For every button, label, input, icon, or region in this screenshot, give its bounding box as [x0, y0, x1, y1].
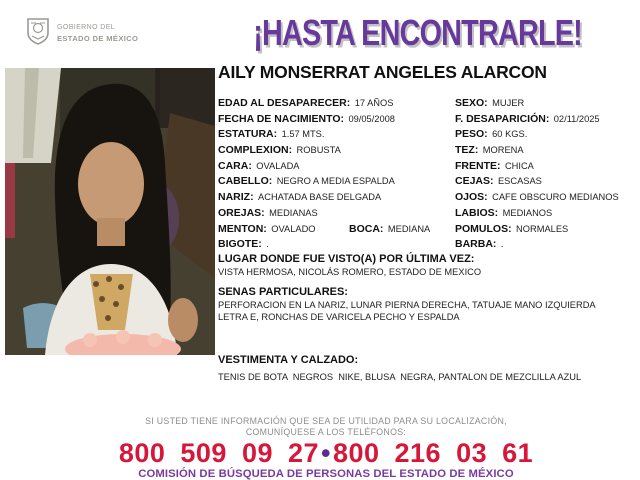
- field-value: .: [266, 239, 269, 250]
- field-value: .: [500, 239, 504, 250]
- field-label: FRENTE:: [455, 159, 501, 172]
- field-row-nacimiento: [218, 109, 455, 125]
- field-label: CABELLO:: [218, 175, 273, 188]
- estado-de-mexico-crest-icon: [26, 18, 50, 45]
- field-value: 17 AÑOS: [354, 98, 394, 108]
- contact-info-line-2: COMUNÍQUESE A LOS TELÉFONOS:: [245, 426, 407, 437]
- field-value: OVALADO: [271, 223, 316, 234]
- field-label: SEXO:: [455, 97, 488, 109]
- field-label: TEZ:: [455, 144, 479, 157]
- field-value: CHICA: [504, 160, 534, 171]
- field-label: F. DESAPARICIÓN:: [455, 112, 550, 125]
- photo-placeholder-illustration: [5, 68, 215, 355]
- section-clothing: [218, 354, 638, 383]
- section-distinguishing-marks: [218, 286, 620, 323]
- field-row-labios: [455, 203, 640, 219]
- phone-number-1: 800 509 09 27: [118, 438, 320, 468]
- clothing-heading: VESTIMENTA Y CALZADO:: [218, 354, 359, 366]
- field-row-menton: [218, 219, 455, 235]
- field-label: EDAD AL DESAPARECER:: [218, 97, 351, 109]
- field-value: CAFE OBSCURO MEDIANOS: [492, 192, 619, 203]
- field-value: MEDIANA: [387, 223, 431, 234]
- contact-footer: [20, 416, 632, 480]
- field-row-sexo: [455, 93, 640, 109]
- phone-separator-bullet: •: [321, 438, 331, 468]
- field-row-peso: [455, 124, 640, 140]
- field-value: ACHATADA BASE DELGADA: [258, 192, 382, 203]
- field-row-bigote: [218, 234, 455, 250]
- field-value: 60 KGS.: [492, 129, 528, 140]
- missing-person-name: AILY MONSERRAT ANGELES ALARCON: [218, 62, 547, 82]
- field-label: BOCA:: [349, 222, 384, 235]
- field-label: ESTATURA:: [218, 128, 278, 141]
- field-label: CEJAS:: [455, 175, 494, 188]
- field-value: 09/05/2008: [348, 113, 395, 124]
- field-value: 02/11/2025: [553, 113, 600, 124]
- field-row-orejas: [218, 203, 455, 219]
- gobierno-logo-text: [57, 20, 138, 43]
- field-row-f-desaparicion: [455, 109, 640, 125]
- field-value: MEDIANAS: [269, 207, 318, 218]
- field-label: COMPLEXION:: [218, 144, 293, 157]
- section-last-seen: [218, 253, 638, 278]
- logo-line-2: ESTADO DE MÉXICO: [57, 34, 139, 43]
- field-row-edad: [218, 93, 455, 109]
- missing-person-photo: [5, 68, 215, 355]
- field-label: OJOS:: [455, 191, 488, 204]
- field-label: MENTON:: [218, 222, 267, 235]
- poster-title: ¡HASTA ENCONTRARLE!: [253, 12, 582, 53]
- field-row-frente: [455, 156, 640, 172]
- field-row-cejas: [455, 171, 640, 187]
- field-label: BARBA:: [455, 238, 497, 251]
- field-value: 1.57 MTS.: [281, 129, 325, 140]
- field-value: ROBUSTA: [296, 145, 341, 156]
- last-seen-text: VISTA HERMOSA, NICOLÁS ROMERO, ESTADO DE MEXICO: [218, 267, 482, 277]
- field-row-barba: [455, 234, 640, 250]
- field-value: MORENA: [482, 145, 524, 156]
- field-row-nariz: [218, 187, 455, 203]
- field-value: MUJER: [492, 98, 525, 108]
- search-commission-name: COMISIÓN DE BÚSQUEDA DE PERSONAS DEL ESTADO DE MÉXICO: [138, 468, 514, 480]
- field-row-cara: [218, 156, 455, 172]
- last-seen-heading: LUGAR DONDE FUE VISTO(A) POR ÚLTIMA VEZ:: [218, 253, 475, 265]
- details-column-left: [218, 93, 455, 250]
- field-row-pomulos: [455, 219, 640, 235]
- field-label: CARA:: [218, 159, 252, 172]
- distinguishing-marks-text: PERFORACION EN LA NARIZ, LUNAR PIERNA DERECHA, TATUAJE MANO IZQUIERDA LETRA E, RONCHAS DE VARICELA PECHO Y ESPALDA: [218, 300, 596, 322]
- clothing-text: TENIS DE BOTA NEGROS NIKE, BLUSA NEGRA, PANTALON DE MEZCLILLA AZUL: [218, 372, 582, 382]
- details-column-right: [455, 93, 640, 250]
- field-label: PESO:: [455, 128, 488, 141]
- distinguishing-marks-heading: SENAS PARTICULARES:: [218, 286, 348, 298]
- field-value: MEDIANOS: [502, 207, 553, 218]
- phone-number-2: 800 216 03 61: [332, 438, 534, 468]
- field-row-complexion: [218, 140, 455, 156]
- field-label: BIGOTE:: [218, 238, 262, 251]
- gobierno-logo: [26, 18, 138, 45]
- field-label: NARIZ:: [218, 191, 254, 204]
- field-label: OREJAS:: [218, 206, 265, 219]
- field-value: OVALADA: [256, 160, 300, 171]
- field-label: FECHA DE NACIMIENTO:: [218, 112, 344, 125]
- field-row-estatura: [218, 124, 455, 140]
- field-row-tez: [455, 140, 640, 156]
- logo-line-1: GOBIERNO DEL: [57, 24, 116, 31]
- field-label: POMULOS:: [455, 222, 512, 235]
- field-value: NEGRO A MEDIA ESPALDA: [276, 176, 395, 187]
- field-label: LABIOS:: [455, 206, 499, 219]
- field-row-cabello: [218, 171, 455, 187]
- field-value: ESCASAS: [497, 176, 542, 187]
- phone-numbers: [20, 440, 632, 467]
- field-row-ojos: [455, 187, 640, 203]
- contact-info-line-1: SI USTED TIENE INFORMACIÓN QUE SEA DE UTILIDAD PARA SU LOCALIZACIÓN,: [145, 416, 507, 426]
- field-value: NORMALES: [516, 223, 569, 234]
